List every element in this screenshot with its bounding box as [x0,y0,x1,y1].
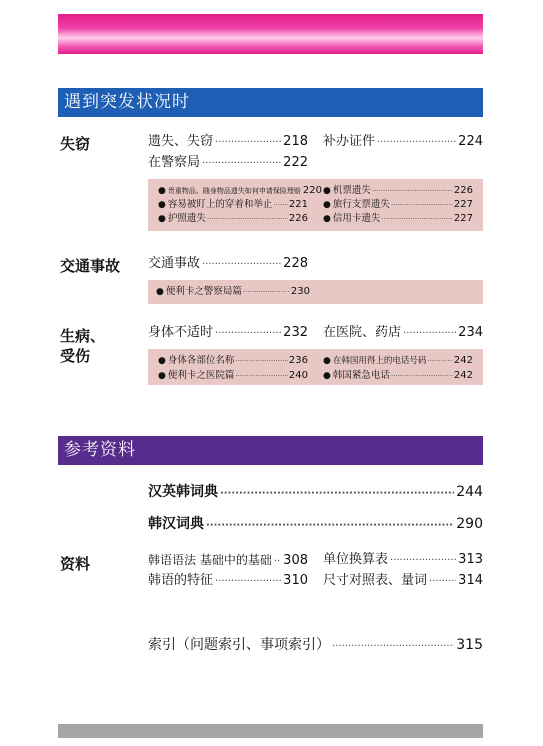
leader-dots [220,485,454,503]
toc-entry[interactable] [148,572,308,591]
subtopic-entry[interactable] [158,199,308,211]
entry-page: 315 [456,637,483,653]
leader-dots [274,553,281,571]
leader-dots [215,134,281,152]
entry-page: 226 [288,213,308,224]
bullet-icon: ● [323,186,331,196]
bullet-icon: ● [158,356,166,366]
entry-page: 218 [283,134,308,149]
entry-label: 索引（问题索引、事项索引） [148,637,330,653]
leader-dots [429,573,456,591]
leader-dots [215,573,281,591]
entry-page: 308 [283,553,308,568]
entry-label: 机票遗失 [332,185,371,196]
toc-entry[interactable] [148,324,308,343]
leader-dots [372,185,453,197]
entry-page: 290 [456,516,483,532]
section-header-emergency: 遇到突发状况时 [58,88,483,117]
entry-label: 容易被盯上的穿着和举止 [167,199,273,210]
entry-page: 240 [288,370,308,381]
entry-label: 尺寸对照表、量词 [323,573,428,588]
leader-dots [390,552,456,570]
entry-label: 单位换算表 [323,552,389,567]
entry-label: 在韩国用得上的电话号码 [332,356,427,366]
entry-page: 227 [453,199,473,210]
bullet-icon: ● [158,186,166,196]
leader-dots [391,199,453,211]
entry-label: 便利卡之医院篇 [167,370,235,381]
entry-label: 交通事故 [148,256,201,271]
entry-label: 遗失、失窃 [148,134,214,149]
subtopic-entry[interactable] [156,286,310,298]
entry-page: 313 [458,552,483,567]
subtopic-entry[interactable] [323,355,473,367]
subtopic-entry[interactable] [158,213,308,225]
bullet-icon: ● [156,287,164,297]
toc-entry[interactable] [148,551,308,571]
bullet-icon: ● [323,214,331,224]
subtopic-entry[interactable] [323,213,473,225]
bullet-icon: ● [323,200,331,210]
toc-entry[interactable] [148,255,308,274]
bullet-icon: ● [158,214,166,224]
subtopic-entry[interactable] [158,185,322,197]
entry-label: 便利卡之警察局篇 [165,286,242,297]
leader-dots [403,325,456,343]
section-header-reference: 参考资料 [58,436,483,465]
entry-page: 221 [288,199,308,210]
bottom-decorative-bar [58,724,483,738]
entry-page: 227 [453,213,473,224]
entry-label: 旅行支票遗失 [332,199,390,210]
entry-page: 310 [283,573,308,588]
entry-page: 244 [456,484,483,500]
toc-entry[interactable] [148,154,308,173]
subtopic-entry[interactable] [323,185,473,197]
entry-page: 222 [283,155,308,170]
leader-dots [235,370,288,382]
category-illness-line2: 受伤 [60,347,91,365]
leader-dots [332,638,454,656]
entry-label: 韩汉词典 [148,516,204,532]
entry-label: 身体各部位名称 [167,355,235,366]
toc-entry[interactable] [148,636,483,656]
leader-dots [427,355,453,367]
leader-dots [391,370,453,382]
leader-dots [202,155,281,173]
leader-dots [243,286,290,298]
entry-label: 韩国紧急电话 [332,370,390,381]
leader-dots [207,213,288,225]
entry-page: 232 [283,325,308,340]
toc-entry[interactable] [323,551,483,570]
leader-dots [206,517,454,535]
toc-entry[interactable] [148,133,308,152]
category-reference: 资料 [60,555,91,573]
category-theft: 失窃 [60,135,91,153]
category-illness [60,326,105,366]
leader-dots [202,256,281,274]
subtopic-entry[interactable] [323,370,473,382]
entry-label: 韩语的特征 [148,573,214,588]
entry-label: 汉英韩词典 [148,484,218,500]
entry-page: 220 [302,185,322,196]
toc-entry[interactable] [323,133,483,152]
entry-page: 226 [453,185,473,196]
toc-entry[interactable] [323,572,483,591]
bullet-icon: ● [323,356,331,366]
entry-page: 242 [453,370,473,381]
entry-page: 236 [288,355,308,366]
entry-label: 信用卡遗失 [332,213,381,224]
entry-label: 身体不适时 [148,325,214,340]
entry-page: 224 [458,134,483,149]
bullet-icon: ● [158,200,166,210]
leader-dots [273,199,288,211]
leader-dots [381,213,453,225]
category-illness-line1: 生病、 [60,327,106,345]
subtopic-entry[interactable] [158,355,308,367]
entry-label: 在医院、药店 [323,325,402,340]
bullet-icon: ● [323,371,331,381]
entry-page: 230 [290,286,310,297]
entry-page: 242 [453,355,473,366]
toc-entry[interactable] [323,324,483,343]
entry-label: 贵重物品、随身物品遗失如何申请保险理赔 [167,187,301,195]
category-traffic: 交通事故 [60,257,121,275]
toc-entry[interactable] [148,483,483,503]
entry-label: 在警察局 [148,155,201,170]
entry-page: 228 [283,256,308,271]
leader-dots [215,325,281,343]
entry-page: 314 [458,573,483,588]
leader-dots [235,355,288,367]
leader-dots [377,134,456,152]
subtopic-entry[interactable] [158,370,308,382]
bullet-icon: ● [158,371,166,381]
entry-page: 234 [458,325,483,340]
entry-label: 补办证件 [323,134,376,149]
toc-entry[interactable] [148,515,483,535]
subtopic-entry[interactable] [323,199,473,211]
entry-label: 韩语语法 基础中的基础 [148,553,272,567]
entry-label: 护照遗失 [167,213,206,224]
top-decorative-bar [58,14,483,54]
